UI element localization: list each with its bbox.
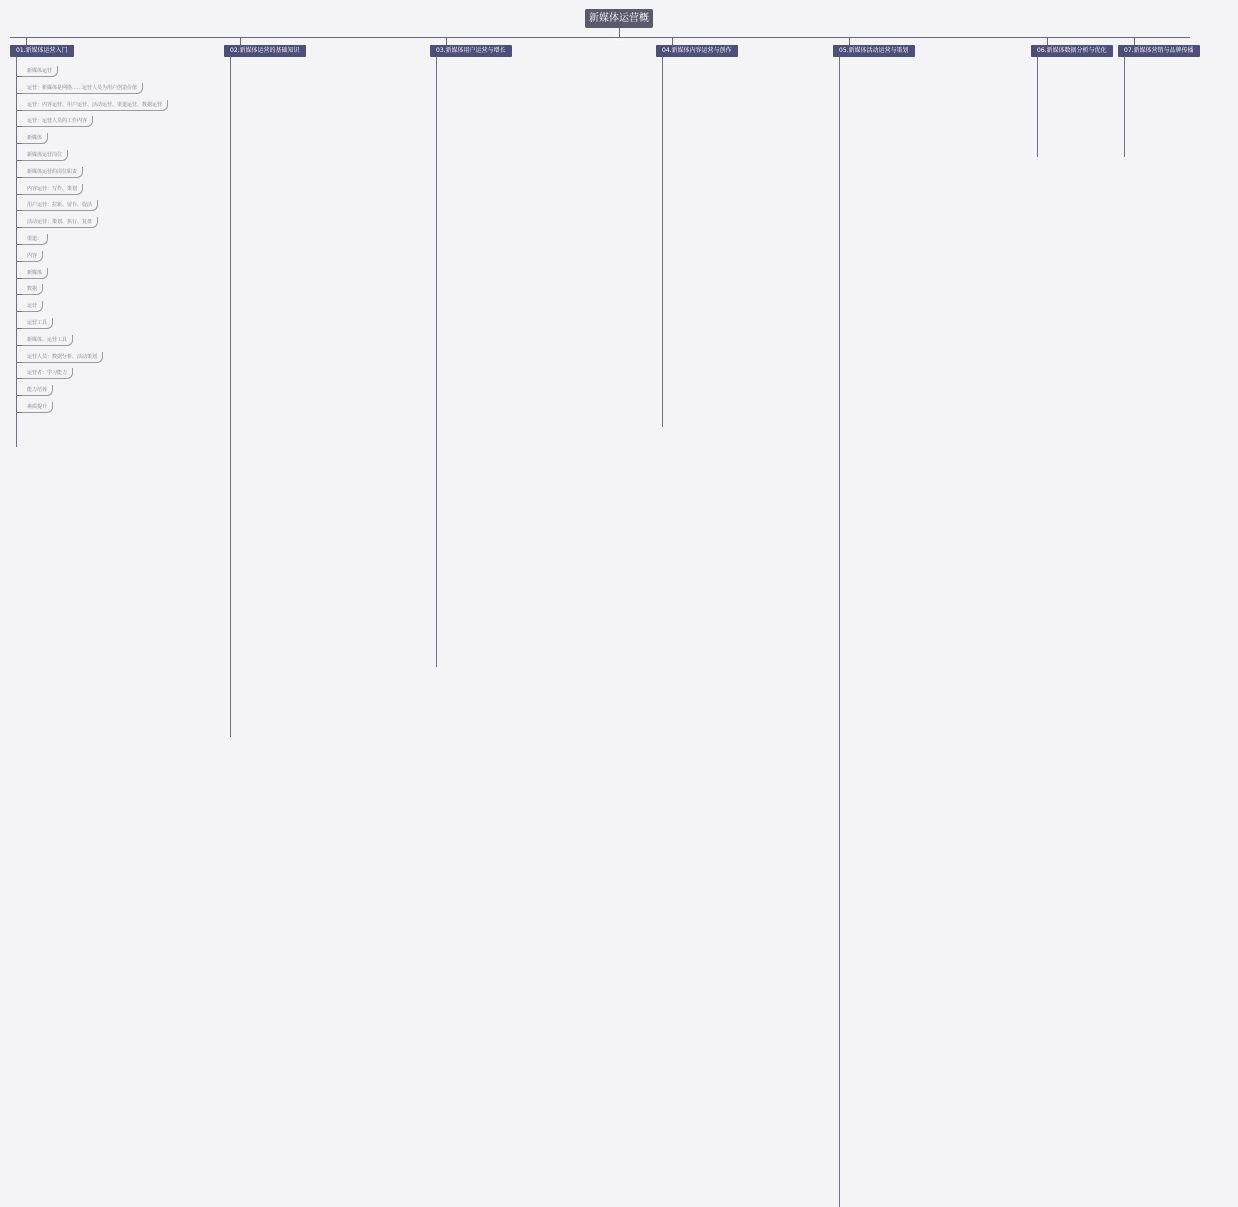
topic-node[interactable]: 新媒体运营的岗位职责: [22, 167, 83, 178]
topic-node[interactable]: 新媒体运营岗位: [22, 150, 68, 161]
topic-node[interactable]: 渠道：: [22, 234, 48, 245]
branch-line: [436, 57, 437, 667]
topic-node[interactable]: 运营工具: [22, 318, 53, 329]
mindmap-spine: [10, 37, 1190, 38]
branch-title[interactable]: 05.新媒体活动运营与策划: [833, 45, 915, 57]
topic-node[interactable]: 运营：新媒体是网络……运营人员为用户创造价值: [22, 83, 143, 94]
branch-stem: [446, 38, 447, 45]
topic-node[interactable]: 素质提升: [22, 402, 53, 413]
branch-line: [662, 57, 663, 427]
topic-node[interactable]: 数据: [22, 284, 43, 295]
topic-node[interactable]: 运营：运营人员的工作内容: [22, 116, 93, 127]
topic-node[interactable]: 活动运营：策划、执行、复盘: [22, 217, 98, 228]
topic-node[interactable]: 运营：内容运营、用户运营、活动运营、渠道运营、数据运营: [22, 100, 168, 111]
branch-title[interactable]: 02.新媒体运营的基础知识: [224, 45, 306, 57]
topic-node[interactable]: 内容: [22, 251, 43, 262]
branch-line: [1124, 57, 1125, 157]
topic-node[interactable]: 新媒体: [22, 133, 48, 144]
branch-stem: [240, 38, 241, 45]
branch-title[interactable]: 07.新媒体营销与品牌传播: [1118, 45, 1200, 57]
root-topic[interactable]: 新媒体运营概: [585, 9, 653, 28]
topic-node[interactable]: 运营者：学习能力: [22, 368, 73, 379]
branch-line: [1037, 57, 1038, 157]
topic-node[interactable]: 用户运营：拉新、留存、促活: [22, 200, 98, 211]
topic-node[interactable]: 运营: [22, 301, 43, 312]
branch-stem: [1047, 38, 1048, 45]
topic-node[interactable]: 内容运营：写作、策划: [22, 184, 83, 195]
branch-title[interactable]: 01.新媒体运营入门: [10, 45, 74, 57]
branch-title[interactable]: 04.新媒体内容运营与创作: [656, 45, 738, 57]
root-stem: [619, 28, 620, 37]
branch-title[interactable]: 06.新媒体数据分析与优化: [1031, 45, 1113, 57]
branch-title[interactable]: 03.新媒体用户运营与增长: [430, 45, 512, 57]
branch-line: [839, 57, 840, 1207]
branch-line: [230, 57, 231, 737]
branch-stem: [849, 38, 850, 45]
topic-node[interactable]: 运营人员：数据分析、活动策划: [22, 352, 103, 363]
branch-line: [16, 57, 17, 447]
topic-node[interactable]: 新媒体运营: [22, 66, 58, 77]
branch-stem: [1134, 38, 1135, 45]
topic-node[interactable]: 能力培养: [22, 385, 53, 396]
branch-stem: [26, 38, 27, 45]
branch-stem: [672, 38, 673, 45]
topic-node[interactable]: 新媒体: [22, 268, 48, 279]
topic-node[interactable]: 新媒体、运营工具: [22, 335, 73, 346]
